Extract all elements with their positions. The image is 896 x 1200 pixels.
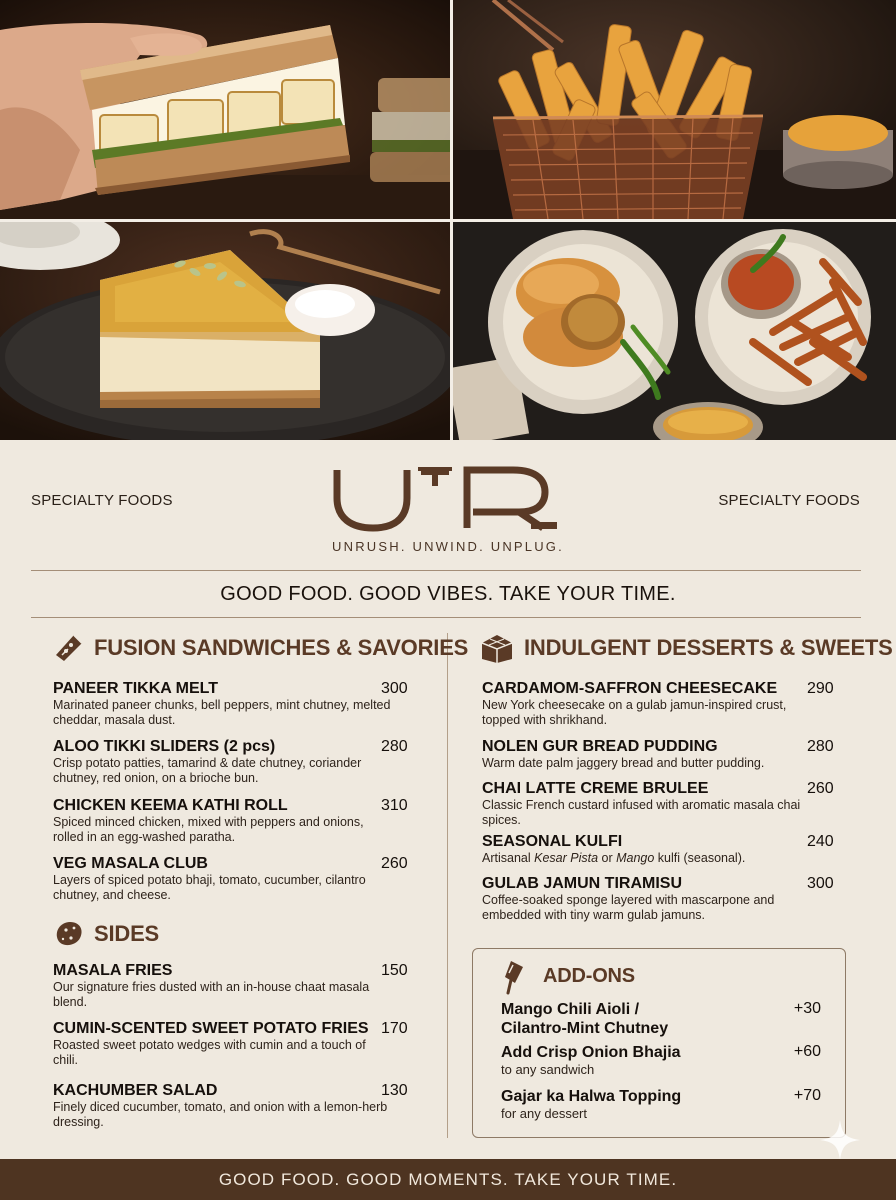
cake-box-icon	[478, 631, 516, 665]
photo-grid	[0, 0, 896, 440]
item-description: Marinated paneer chunks, bell peppers, mint chutney, melted cheddar, masala dust.	[53, 698, 391, 727]
addon-price: +60	[793, 1043, 821, 1060]
menu-item	[53, 679, 408, 728]
item-price: 310	[381, 797, 408, 814]
addon-item	[501, 1043, 821, 1078]
item-name: ALOO TIKKI SLIDERS (2 pcs)	[53, 738, 276, 755]
item-price: 150	[381, 962, 408, 979]
specialty-foods-label-right: SPECIALTY FOODS	[718, 492, 860, 509]
item-price: 300	[807, 875, 834, 892]
section-title-sandwiches: FUSION SANDWICHES & SAVORIES	[94, 635, 469, 660]
menu-item	[482, 679, 834, 728]
desc-emphasis: Kesar Pista	[534, 851, 599, 865]
addon-item	[501, 1087, 821, 1122]
motto-banner: GOOD FOOD. GOOD VIBES. TAKE YOUR TIME.	[220, 583, 676, 605]
menu-item	[53, 796, 408, 845]
item-price: 280	[807, 738, 834, 755]
item-description: Warm date palm jaggery bread and butter pudding.	[482, 756, 765, 770]
item-name: CARDAMOM-SAFFRON CHEESECAKE	[482, 680, 778, 697]
photo-vada-pav	[453, 222, 896, 440]
menu-item	[53, 1019, 408, 1068]
item-name: CHAI LATTE CREME BRULEE	[482, 780, 709, 797]
desc-text: or	[598, 851, 617, 865]
item-name: KACHUMBER SALAD	[53, 1082, 218, 1099]
utr-logo	[333, 462, 559, 532]
desc-text: Artisanal	[482, 851, 535, 865]
desc-text: kulfi (seasonal).	[654, 851, 746, 865]
addons-box	[472, 948, 846, 1138]
section-header-desserts	[478, 631, 893, 665]
item-description: Crisp potato patties, tamarind & date chutney, coriander chutney, red onion, on a brioche bun.	[53, 756, 362, 785]
section-title-sides: SIDES	[94, 921, 160, 946]
section-title-addons: ADD-ONS	[543, 964, 635, 987]
item-description: Classic French custard infused with aromatic masala chai spices.	[482, 798, 801, 827]
brand-tagline: UNRUSH. UNWIND. UNPLUG.	[332, 539, 564, 554]
item-description: Spiced minced chicken, mixed with peppers and onions, rolled in an egg-washed paratha.	[53, 815, 364, 844]
footer-banner: GOOD FOOD. GOOD MOMENTS. TAKE YOUR TIME.	[0, 1159, 896, 1200]
menu-item	[482, 737, 834, 771]
menu-item	[53, 854, 408, 903]
addon-item	[501, 1000, 821, 1038]
item-name: GULAB JAMUN TIRAMISU	[482, 875, 682, 892]
divider-rule-bottom	[31, 617, 861, 618]
item-description: New York cheesecake on a gulab jamun-inspired crust, topped with shrikhand.	[482, 698, 787, 727]
item-description	[482, 851, 827, 866]
section-header-addons	[501, 957, 635, 995]
item-description: Coffee-soaked sponge layered with mascarpone and embedded with tiny warm gulab jamuns.	[482, 893, 775, 922]
divider-rule-top	[31, 570, 861, 571]
addon-name-line2: Cilantro-Mint Chutney	[501, 1020, 669, 1037]
specialty-foods-label-left: SPECIALTY FOODS	[31, 492, 173, 509]
menu-item	[53, 737, 408, 786]
item-name: VEG MASALA CLUB	[53, 855, 208, 872]
desc-emphasis: Mango	[616, 851, 655, 865]
item-name: CHICKEN KEEMA KATHI ROLL	[53, 797, 288, 814]
menu-item	[482, 874, 834, 923]
item-name: MASALA FRIES	[53, 962, 173, 979]
addon-name-line1: Mango Chili Aioli /	[501, 1001, 640, 1018]
menu-item	[53, 1081, 408, 1130]
potato-icon	[52, 918, 86, 950]
section-header-sandwiches	[52, 631, 468, 665]
photo-paneer-sandwich	[0, 0, 450, 219]
item-description: Our signature fries dusted with an in-house chaat masala blend.	[53, 980, 370, 1009]
column-divider	[447, 633, 448, 1138]
item-price: 260	[807, 780, 834, 797]
item-name: CUMIN-SCENTED SWEET POTATO FRIES	[53, 1020, 369, 1037]
addon-price: +30	[793, 1000, 821, 1017]
menu-item	[482, 832, 834, 866]
addon-description: to any sandwich	[501, 1062, 595, 1077]
item-price: 300	[381, 680, 408, 697]
section-title-desserts: INDULGENT DESSERTS & SWEETS	[524, 635, 893, 660]
photo-fries-basket	[453, 0, 896, 219]
item-description: Roasted sweet potato wedges with cumin and a touch of chili.	[53, 1038, 366, 1067]
addon-name: Gajar ka Halwa Topping	[501, 1088, 682, 1105]
item-name: PANEER TIKKA MELT	[53, 680, 219, 697]
item-price: 240	[807, 833, 834, 850]
sparkle-icon	[818, 1118, 862, 1162]
section-header-sides	[52, 918, 159, 950]
item-name: NOLEN GUR BREAD PUDDING	[482, 738, 718, 755]
burrito-icon	[52, 631, 86, 665]
item-price: 130	[381, 1082, 408, 1099]
item-description: Finely diced cucumber, tomato, and onion with a lemon-herb dressing.	[53, 1100, 388, 1129]
item-price: 260	[381, 855, 408, 872]
menu-item	[482, 779, 834, 828]
item-price: 170	[381, 1020, 408, 1037]
ice-pop-icon	[501, 957, 531, 995]
item-description: Layers of spiced potato bhaji, tomato, cucumber, cilantro chutney, and cheese.	[53, 873, 366, 902]
addon-price: +70	[793, 1087, 821, 1104]
addon-description: for any dessert	[501, 1106, 587, 1121]
item-price: 280	[381, 738, 408, 755]
item-name: SEASONAL KULFI	[482, 833, 623, 850]
photo-cheesecake	[0, 222, 450, 440]
addon-name: Add Crisp Onion Bhajia	[501, 1044, 681, 1061]
item-price: 290	[807, 680, 834, 697]
menu-item	[53, 961, 408, 1010]
